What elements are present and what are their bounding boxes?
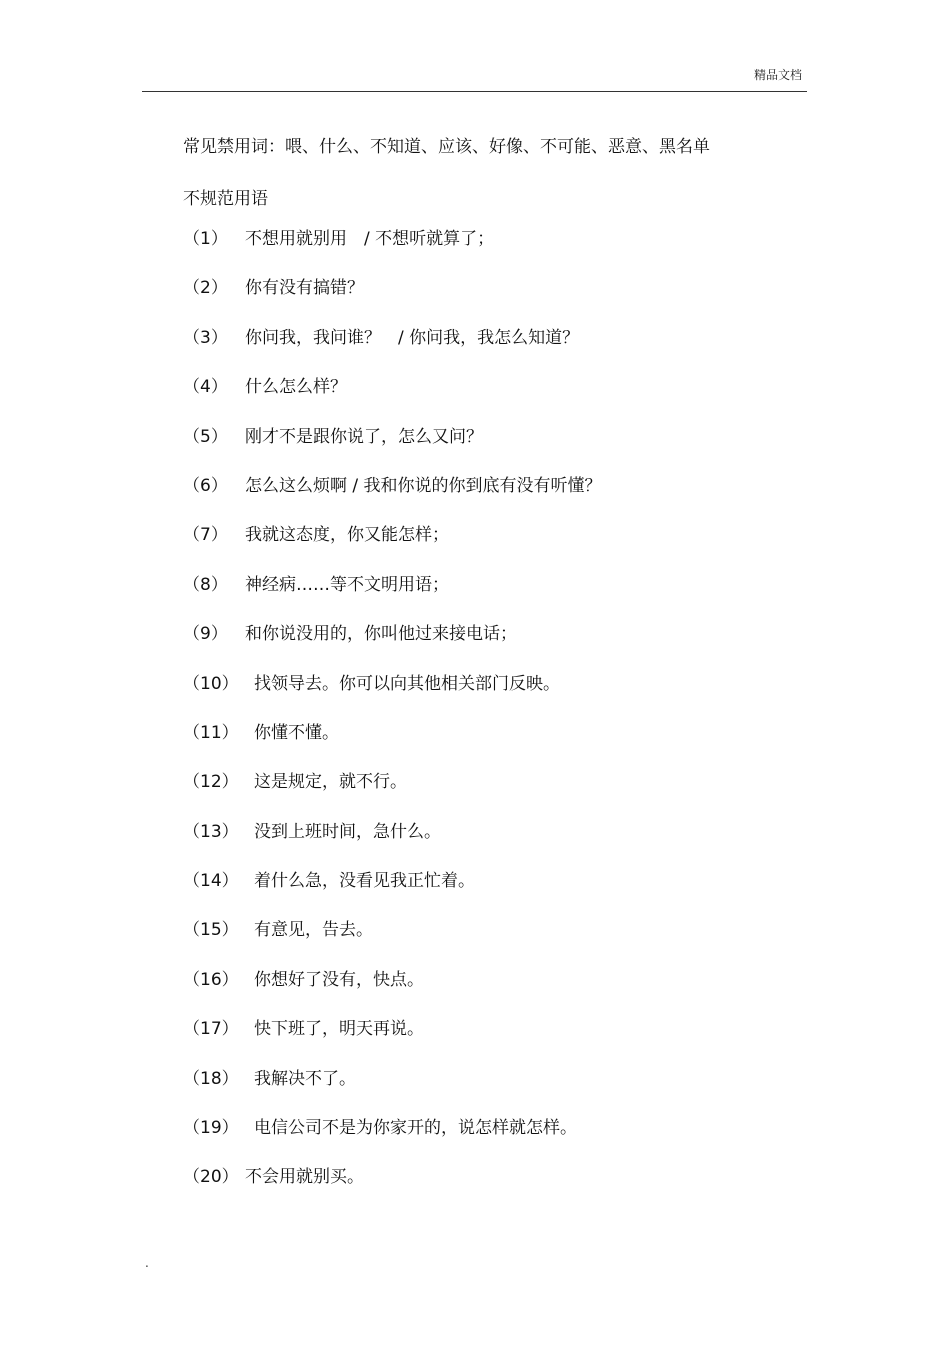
forbidden-words-line: 常见禁用词：喂、什么、不知道、应该、好像、不可能、恶意、黑名单	[183, 137, 710, 157]
item-text: 怎么这么烦啊 / 我和你说的你到底有没有听懂？	[245, 475, 602, 496]
item-text: 神经病……等不文明用语；	[245, 574, 449, 595]
item-number: （13）	[183, 821, 239, 842]
item-number: （12）	[183, 772, 239, 793]
item-number: （18）	[183, 1068, 239, 1089]
list-item	[183, 619, 602, 668]
item-text: 电信公司不是为你家开的，说怎样就怎样。	[254, 1118, 577, 1139]
item-text: 你有没有搞错？	[245, 278, 364, 299]
item-number: （4）	[183, 377, 228, 398]
item-text: 着什么急，没看见我正忙着。	[254, 871, 475, 892]
list-item	[183, 273, 602, 322]
item-text: 你问我，我问谁？ / 你问我，我怎么知道？	[245, 327, 580, 348]
item-number: （11）	[183, 722, 239, 743]
item-number: （7）	[183, 525, 228, 546]
item-text: 不会用就别买。	[245, 1167, 364, 1188]
item-text: 不想用就别用 / 不想听就算了；	[245, 229, 495, 249]
list-item	[183, 866, 602, 915]
item-number: （19）	[183, 1118, 239, 1139]
item-text: 刚才不是跟你说了，怎么又问？	[245, 426, 483, 447]
item-text: 你想好了没有，快点。	[254, 969, 424, 990]
item-number: （9）	[183, 624, 228, 645]
list-item	[183, 1064, 602, 1113]
list-item	[183, 718, 602, 767]
item-number: （2）	[183, 278, 228, 299]
list-item	[183, 767, 602, 816]
list-item	[183, 224, 602, 273]
item-text: 找领导去。你可以向其他相关部门反映。	[254, 673, 560, 694]
item-number: （15）	[183, 920, 239, 941]
item-number: （6）	[183, 475, 228, 496]
list-item	[183, 1014, 602, 1063]
item-number: （1）	[183, 229, 228, 249]
list-item	[183, 422, 602, 471]
item-text: 有意见，告去。	[254, 920, 373, 941]
item-text: 快下班了，明天再说。	[254, 1019, 424, 1040]
item-number: （17）	[183, 1019, 239, 1040]
item-text: 什么怎么样？	[245, 377, 347, 398]
list-item	[183, 915, 602, 964]
item-text: 我就这态度，你又能怎样；	[245, 525, 449, 546]
item-text: 你懂不懂。	[254, 722, 339, 743]
list-item	[183, 570, 602, 619]
item-number: （16）	[183, 969, 239, 990]
list-item	[183, 1162, 602, 1211]
list-item	[183, 965, 602, 1014]
list-item	[183, 471, 602, 520]
phrase-list	[183, 224, 602, 1212]
item-number: （14）	[183, 871, 239, 892]
item-number: （3）	[183, 327, 228, 348]
list-item	[183, 1113, 602, 1162]
item-text: 我解决不了。	[254, 1068, 356, 1089]
list-item	[183, 372, 602, 421]
item-number: （10）	[183, 673, 239, 694]
section-title: 不规范用语	[183, 189, 268, 209]
item-number: （8）	[183, 574, 228, 595]
list-item	[183, 323, 602, 372]
item-text: 和你说没用的，你叫他过来接电话；	[245, 624, 517, 645]
header-divider	[142, 91, 807, 92]
item-text: 这是规定，就不行。	[254, 772, 407, 793]
list-item	[183, 817, 602, 866]
header-label: 精品文档	[753, 68, 802, 82]
list-item	[183, 520, 602, 569]
item-number: （20）	[183, 1167, 239, 1188]
list-item	[183, 669, 602, 718]
footer-mark: .	[145, 1256, 149, 1270]
item-number: （5）	[183, 426, 228, 447]
item-text: 没到上班时间，急什么。	[254, 821, 441, 842]
